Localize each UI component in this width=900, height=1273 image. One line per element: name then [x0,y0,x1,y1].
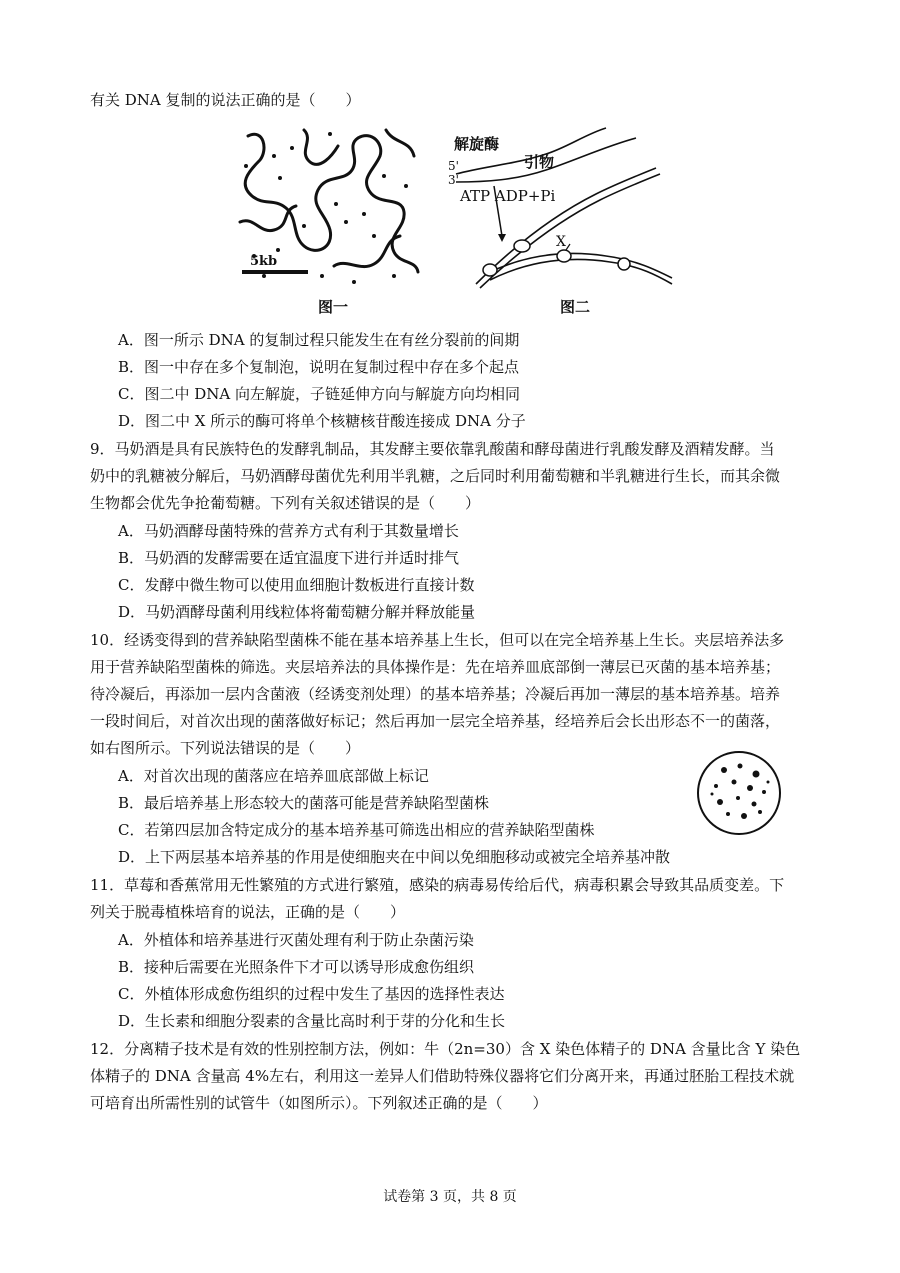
q8-option-b: B．图一中存在多个复制泡，说明在复制过程中存在多个起点 [118,358,520,376]
q9-option-a: A．马奶酒酵母菌特殊的营养方式有利于其数量增长 [118,522,459,540]
q10-option-d: D．上下两层基本培养基的作用是使细胞夹在中间以免细胞移动或被完全培养基冲散 [118,848,671,866]
x-enzyme-label: X [556,234,566,250]
q9-option-b: B．马奶酒的发酵需要在适宜温度下进行并适时排气 [118,549,460,567]
q9-stem-line-2: 奶中的乳糖被分解后，马奶酒酵母菌优先利用半乳糖，之后同时利用葡萄糖和半乳糖进行生长，而其余微 [90,467,781,485]
three-prime-label: 3' [448,173,459,187]
q11-option-b: B．接种后需要在光照条件下才可以诱导形成愈伤组织 [118,958,475,976]
q11-stem-line-1: 11．草莓和香蕉常用无性繁殖的方式进行繁殖，感染的病毒易传给后代，病毒积累会导致其品质变差。下 [90,876,785,894]
petri-dish-colonies [694,748,784,838]
page-footer: 试卷第 3 页，共 8 页 [383,1189,517,1205]
q10-stem-line-2: 用于营养缺陷型菌株的筛选。夹层培养法的具体操作是：先在培养皿底部倒一薄层已灭菌的基本培养基； [90,658,781,676]
figure-one-label: 图一 [318,298,349,316]
q9-stem-line-3: 生物都会优先争抢葡萄糖。下列有关叙述错误的是（ ） [90,494,481,512]
q9-option-d: D．马奶酒酵母菌利用线粒体将葡萄糖分解并释放能量 [118,603,476,621]
q10-stem-line-4: 一段时间后，对首次出现的菌落做好标记；然后再加一层完全培养基，经培养后会长出形态不一的菌落， [90,712,781,730]
q11-stem-line-2: 列关于脱毒植株培育的说法，正确的是（ ） [90,903,406,921]
q8-stem: 有关 DNA 复制的说法正确的是（ ） [90,91,361,109]
atp-adp-label: ATP ADP+Pi [460,187,556,205]
q8-option-d: D．图二中 X 所示的酶可将单个核糖核苷酸连接成 DNA 分子 [118,412,526,430]
q12-stem-line-3: 可培育出所需性别的试管牛（如图所示）。下列叙述正确的是（ ） [90,1094,548,1112]
q10-option-a: A．对首次出现的菌落应在培养皿底部做上标记 [118,767,429,785]
q10-option-c: C．若第四层加含特定成分的基本培养基可筛选出相应的营养缺陷型菌株 [118,821,595,839]
five-prime-label: 5' [448,159,459,173]
q10-option-b: B．最后培养基上形态较大的菌落可能是营养缺陷型菌株 [118,794,490,812]
q11-option-a: A．外植体和培养基进行灭菌处理有利于防止杂菌污染 [118,931,474,949]
q11-option-d: D．生长素和细胞分裂素的含量比高时利于芽的分化和生长 [118,1012,506,1030]
figure-two-label: 图二 [560,298,591,316]
q9-stem-line-1: 9．马奶酒是具有民族特色的发酵乳制品，其发酵主要依靠乳酸菌和酵母菌进行乳酸发酵及酒精发酵。当 [90,440,775,458]
q12-stem-line-1: 12．分离精子技术是有效的性别控制方法，例如：牛（2n=30）含 X 染色体精子的 DNA 含量比含 Y 染色 [90,1040,801,1058]
q11-option-c: C．外植体形成愈伤组织的过程中发生了基因的选择性表达 [118,985,505,1003]
q12-stem-line-2: 体精子的 DNA 含量高 4%左右，利用这一差异人们借助特殊仪器将它们分离开来，再通过胚胎工程技术就 [90,1067,795,1085]
q10-stem-line-5: 如右图所示。下列说法错误的是（ ） [90,739,361,757]
q9-option-c: C．发酵中微生物可以使用血细胞计数板进行直接计数 [118,576,475,594]
q10-stem-line-3: 待冷凝后，再添加一层内含菌液（经诱变剂处理）的基本培养基；冷凝后再加一薄层的基本培养基。培养 [90,685,781,703]
q10-stem-line-1: 10．经诱变得到的营养缺陷型菌株不能在基本培养基上生长，但可以在完全培养基上生长。夹层培养法多 [90,631,785,649]
q8-option-a: A．图一所示 DNA 的复制过程只能发生在有丝分裂前的间期 [118,331,520,349]
q8-option-c: C．图二中 DNA 向左解旋，子链延伸方向与解旋方向均相同 [118,385,520,403]
scale-bar-label: 5kb [250,254,278,269]
helicase-label: 解旋酶 [454,135,500,153]
primer-label: 引物 [524,153,555,171]
